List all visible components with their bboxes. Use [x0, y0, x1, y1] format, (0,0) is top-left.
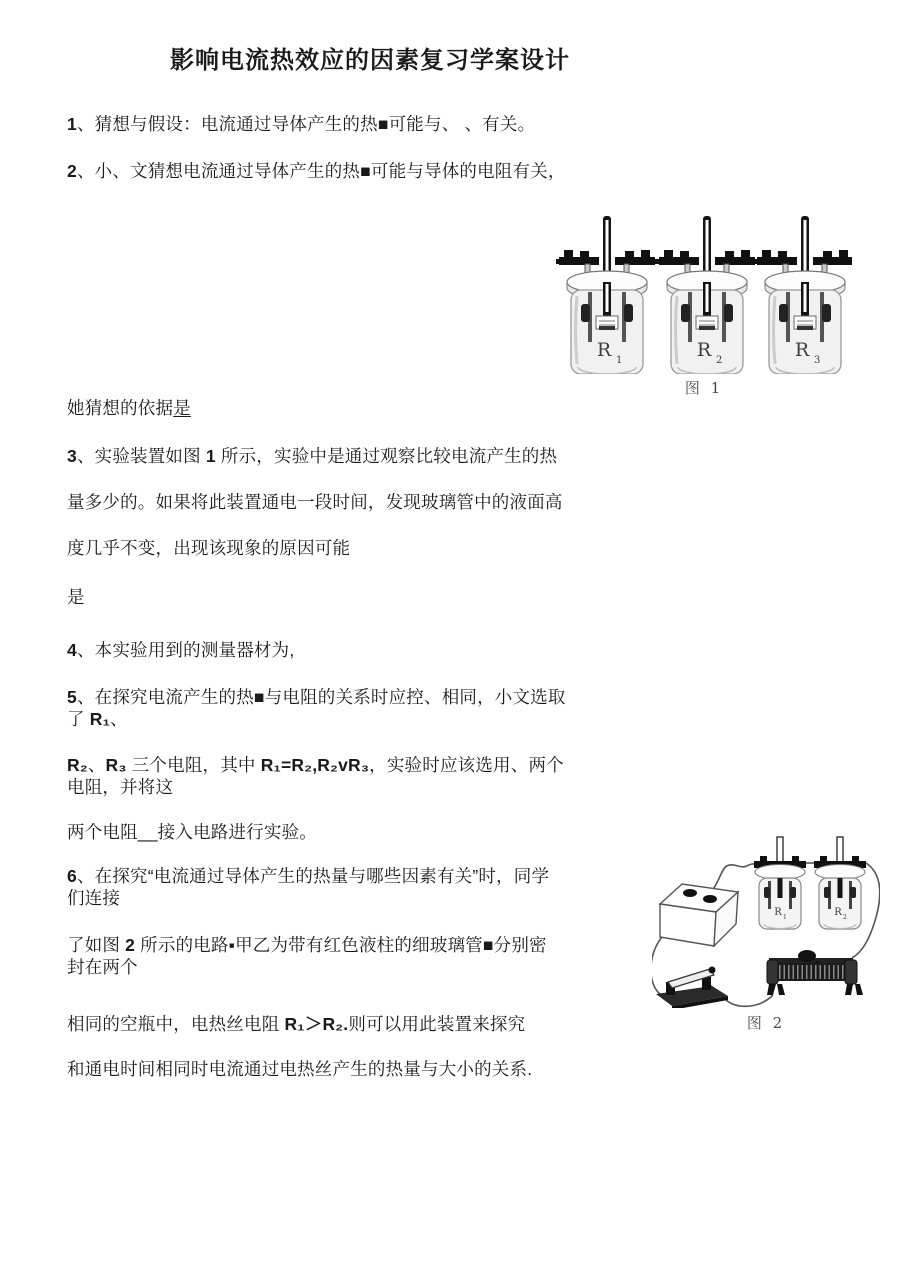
paragraph-5-line-1: 5、在探究电流产生的热■与电阻的关系时应控、相同，小文选取	[67, 687, 566, 707]
resistor-label: R	[774, 907, 782, 918]
paragraph-2: 2、小、文猜想电流通过导体产生的热■可能与导体的电阻有关，	[67, 161, 566, 181]
paragraph-5-line-3: R₂、R₃ 三个电阻，其中 R₁=R₂,R₂vR₃，实验时应该选用、两个	[67, 755, 564, 775]
paragraph-6-line-4: 封在两个	[67, 957, 138, 977]
rheostat-icon	[767, 950, 863, 995]
paragraph-6-line-3: 了如图 2 所示的电路▪甲乙为带有红色液柱的细玻璃管■分别密	[67, 935, 547, 955]
resistor-label-sub: 2	[843, 914, 847, 921]
paragraph-3-line-2: 量多少的。如果将此装置通电一段时间，发现玻璃管中的液面高	[67, 492, 563, 512]
paragraph-5-line-2: 了 R₁、	[67, 709, 128, 729]
paragraph-6-line-5: 相同的空瓶中，电热丝电阻 R₁＞R₂.则可以用此装置来探究	[67, 1014, 526, 1034]
battery-icon	[660, 884, 738, 946]
paragraph-6-line-1: 6、在探究“电流通过导体产生的热量与哪些因素有关”时，同学	[67, 866, 550, 886]
resistor-label: R	[596, 339, 612, 361]
paragraph-5-line-5: 两个电阻__接入电路进行实验。	[67, 822, 317, 842]
paragraph-4: 4、本实验用到的测量器材为,	[67, 640, 295, 660]
resistor-label-sub: 1	[783, 914, 787, 921]
resistor-label: R	[834, 907, 842, 918]
resistor-label: R	[794, 339, 810, 361]
switch-icon	[656, 967, 728, 1009]
paragraph-3-line-3: 度几乎不变，出现该现象的原因可能	[67, 538, 351, 558]
paragraph-5-line-4: 电阻，并将这	[67, 777, 174, 797]
figure2-caption: 图 2	[746, 1014, 786, 1032]
figure1-caption: 图 1	[684, 379, 724, 397]
resistor-label-sub: 1	[616, 355, 623, 366]
figure2-image	[652, 836, 880, 1008]
paragraph-6-line-2: 们连接	[67, 888, 121, 908]
page-title: 影响电流热效应的因素复习学案设计	[170, 47, 570, 74]
resistor-label-sub: 2	[716, 355, 723, 366]
resistor-label: R	[696, 339, 712, 361]
paragraph-3-line-1: 3、实验装置如图 1 所示，实验中是通过观察比较电流产生的热	[67, 446, 558, 466]
paragraph-1: 1、猜想与假设：电流通过导体产生的热■可能与、 、有关。	[67, 114, 536, 134]
figure1-image	[556, 210, 852, 374]
paragraph-6-line-6: 和通电时间相同时电流通过电热丝产生的热量与大小的关系.	[67, 1059, 533, 1079]
paragraph-3-line-4: 是	[67, 587, 85, 607]
paragraph-2-basis: 她猜想的依据是	[67, 398, 191, 418]
resistor-label-sub: 3	[814, 355, 821, 366]
